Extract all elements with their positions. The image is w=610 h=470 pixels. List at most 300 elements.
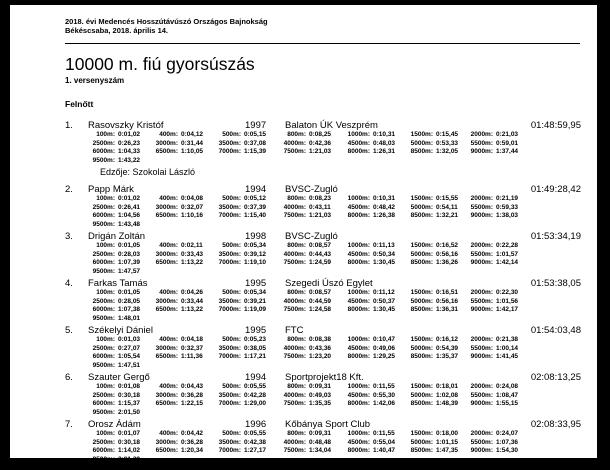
final-time: 01:54:03,48: [530, 325, 581, 336]
split-time-value: 1:21,03: [309, 212, 332, 219]
result-entry: [65, 419, 581, 464]
split-cell: [281, 251, 345, 260]
split-distance-label: 800m:: [287, 131, 306, 138]
split-cell: [468, 195, 530, 204]
split-cell: [216, 439, 281, 448]
split-distance-label: 400m:: [159, 195, 178, 202]
split-distance-label: 3000m:: [155, 391, 178, 399]
split-time-value: 1:11,36: [181, 353, 203, 360]
split-time-value: 1:47,51: [118, 361, 141, 369]
split-distance-label: 7000m:: [218, 212, 241, 219]
split-cell: [153, 392, 216, 401]
split-cell: [408, 242, 468, 251]
split-distance-label: 8500m:: [410, 259, 433, 266]
split-time-value: 1:19,10: [244, 259, 267, 266]
split-cell: [90, 242, 153, 251]
split-distance-label: 6000m:: [92, 259, 115, 266]
split-cell: [153, 204, 216, 213]
split-cell: [468, 259, 530, 268]
split-time-value: 0:48,48: [309, 438, 332, 446]
split-time-value: 1:47,35: [436, 447, 459, 454]
split-distance-label: 6000m:: [92, 212, 115, 219]
final-time: 02:08:13,25: [530, 372, 581, 383]
split-time-value: 1:07,39: [118, 259, 141, 266]
split-time-value: 0:02,11: [181, 242, 203, 249]
split-distance-label: 1000m:: [347, 195, 370, 202]
split-time-value: 0:44,43: [309, 250, 332, 258]
split-cell: [153, 336, 216, 345]
split-distance-label: 800m:: [287, 383, 306, 390]
split-distance-label: 800m:: [287, 242, 306, 249]
split-cell: [408, 306, 468, 315]
split-time-value: 1:48,01: [118, 314, 141, 322]
split-distance-label: 9500m:: [92, 220, 115, 228]
split-distance-label: 1500m:: [410, 336, 433, 343]
split-time-value: 1:13,22: [181, 306, 204, 313]
split-cell: [281, 383, 345, 392]
split-distance-label: 9000m:: [470, 447, 493, 454]
split-time-value: 0:28,03: [118, 250, 141, 258]
split-cell: [216, 306, 281, 315]
split-cell: [408, 195, 468, 204]
split-time-value: 0:21,19: [496, 195, 519, 202]
split-distance-label: 9000m:: [470, 400, 493, 407]
split-time-value: 1:27,17: [244, 447, 267, 454]
result-main-row: [65, 278, 581, 289]
split-time-value: 1:41,45: [496, 353, 519, 360]
header-separator-line: [65, 43, 580, 44]
split-distance-label: 7000m:: [218, 353, 241, 360]
split-cell: [468, 336, 530, 345]
split-cell: [90, 383, 153, 392]
rank: 7.: [65, 419, 73, 430]
split-cell: [90, 345, 153, 354]
split-distance-label: 3000m:: [155, 139, 178, 147]
split-distance-label: 8500m:: [410, 447, 433, 454]
split-cell: [90, 456, 153, 465]
split-time-value: 0:04,18: [181, 336, 204, 343]
split-distance-label: 6000m:: [92, 148, 115, 155]
split-time-value: 1:21,03: [309, 148, 332, 155]
split-distance-label: 3000m:: [155, 297, 178, 305]
split-distance-label: 3500m:: [218, 391, 241, 399]
split-distance-label: 2000m:: [470, 430, 493, 437]
split-time-value: 0:54,39: [436, 344, 459, 352]
split-time-value: 0:28,05: [118, 297, 141, 305]
rank: 6.: [65, 372, 73, 383]
birth-year: 1995: [245, 325, 267, 336]
final-time: 02:08:33,95: [530, 419, 581, 430]
split-time-value: 1:29,25: [373, 353, 396, 360]
club-name: Sportprojekt18 Kft.: [285, 372, 364, 383]
split-cell: [216, 336, 281, 345]
split-distance-label: 7500m:: [283, 400, 306, 407]
club-name: BVSC-Zugló: [285, 184, 338, 195]
split-time-value: 0:54,11: [436, 203, 458, 211]
split-distance-label: 3500m:: [218, 438, 241, 446]
split-cell: [216, 353, 281, 362]
split-distance-label: 100m:: [96, 242, 115, 249]
split-time-value: 0:15,45: [436, 131, 459, 138]
split-cell: [408, 400, 468, 409]
split-cell: [216, 345, 281, 354]
result-main-row: [65, 184, 581, 195]
split-cell: [216, 392, 281, 401]
split-time-value: 0:39,21: [244, 297, 267, 305]
split-distance-label: 2000m:: [470, 195, 493, 202]
split-distance-label: 3500m:: [218, 344, 241, 352]
split-cell: [281, 345, 345, 354]
result-main-row: [65, 372, 581, 383]
split-cell: [216, 447, 281, 456]
split-time-value: 0:05,23: [244, 336, 267, 343]
split-time-value: 0:10,31: [373, 195, 396, 202]
split-distance-label: 4000m:: [283, 344, 306, 352]
split-distance-label: 400m:: [159, 289, 178, 296]
split-cell: [216, 400, 281, 409]
split-cell: [468, 392, 530, 401]
split-time-value: 1:15,40: [244, 212, 267, 219]
split-time-value: 0:36,28: [181, 391, 204, 399]
split-distance-label: 5000m:: [410, 391, 433, 399]
split-time-value: 0:21,03: [496, 131, 519, 138]
split-distance-label: 6500m:: [155, 148, 178, 155]
split-time-value: 0:16,12: [436, 336, 459, 343]
split-cell: [408, 251, 468, 260]
split-time-value: 0:09,31: [309, 383, 332, 390]
final-time: 01:48:59,95: [530, 120, 581, 131]
split-cell: [281, 306, 345, 315]
club-name: Balaton ÚK Veszprém: [285, 120, 378, 131]
split-distance-label: 2000m:: [470, 289, 493, 296]
rank: 2.: [65, 184, 73, 195]
split-distance-label: 9500m:: [92, 156, 115, 164]
split-cell: [216, 204, 281, 213]
split-time-value: 0:18,00: [436, 430, 459, 437]
split-cell: [153, 400, 216, 409]
split-time-value: 0:11,55: [373, 430, 395, 437]
split-time-value: 1:30,45: [373, 306, 396, 313]
split-distance-label: 6500m:: [155, 212, 178, 219]
final-time: 01:53:34,19: [530, 231, 581, 242]
split-time-value: 0:01,05: [118, 242, 141, 249]
split-time-value: 1:15,39: [244, 148, 267, 155]
split-cell: [408, 140, 468, 149]
split-time-value: 0:27,07: [118, 344, 141, 352]
split-distance-label: 500m:: [222, 383, 241, 390]
split-distance-label: 3000m:: [155, 344, 178, 352]
split-distance-label: 5000m:: [410, 297, 433, 305]
split-time-value: 0:43,11: [309, 203, 331, 211]
split-time-value: 0:32,37: [181, 344, 204, 352]
split-distance-label: 6500m:: [155, 259, 178, 266]
rank: 3.: [65, 231, 73, 242]
split-time-value: 1:48,39: [436, 400, 459, 407]
split-cell: [408, 392, 468, 401]
split-cell: [408, 353, 468, 362]
split-time-value: 0:01,05: [118, 289, 141, 296]
split-time-value: 0:04,08: [181, 195, 204, 202]
splits-grid: [90, 131, 581, 165]
split-cell: [216, 212, 281, 221]
split-time-value: 0:08,23: [309, 195, 332, 202]
split-cell: [90, 212, 153, 221]
split-time-value: 0:04,42: [181, 430, 204, 437]
split-time-value: 1:08,47: [496, 391, 519, 399]
split-cell: [345, 439, 408, 448]
split-distance-label: 8000m:: [347, 306, 370, 313]
split-cell: [90, 315, 153, 324]
split-time-value: 1:02,08: [436, 391, 459, 399]
split-distance-label: 5500m:: [470, 391, 493, 399]
split-cell: [153, 383, 216, 392]
split-cell: [90, 268, 153, 277]
split-distance-label: 3000m:: [155, 438, 178, 446]
page-title: 10000 m. fiú gyorsúszás: [65, 54, 255, 74]
split-distance-label: 8500m:: [410, 353, 433, 360]
split-distance-label: 100m:: [96, 430, 115, 437]
split-time-value: 0:42,36: [309, 139, 332, 147]
split-cell: [281, 447, 345, 456]
split-distance-label: 2500m:: [92, 344, 115, 352]
split-distance-label: 400m:: [159, 336, 178, 343]
split-time-value: 1:20,34: [181, 447, 204, 454]
split-cell: [345, 345, 408, 354]
split-cell: [408, 148, 468, 157]
split-distance-label: 2000m:: [470, 131, 493, 138]
split-distance-label: 3500m:: [218, 250, 241, 258]
split-distance-label: 500m:: [222, 131, 241, 138]
split-cell: [468, 400, 530, 409]
split-time-value: 0:16,51: [436, 289, 459, 296]
split-time-value: 0:08,57: [309, 289, 332, 296]
split-distance-label: 8000m:: [347, 259, 370, 266]
split-distance-label: 500m:: [222, 289, 241, 296]
split-time-value: 1:15,37: [118, 400, 141, 407]
split-time-value: 0:04,43: [181, 383, 204, 390]
result-main-row: [65, 419, 581, 430]
split-distance-label: 5500m:: [470, 297, 493, 305]
split-distance-label: 5500m:: [470, 438, 493, 446]
split-time-value: 0:30,18: [118, 391, 141, 399]
split-cell: [90, 439, 153, 448]
split-distance-label: 6500m:: [155, 400, 178, 407]
club-name: FTC: [285, 325, 304, 336]
split-distance-label: 9000m:: [470, 148, 493, 155]
split-distance-label: 3500m:: [218, 139, 241, 147]
split-time-value: 0:30,18: [118, 438, 141, 446]
split-cell: [468, 306, 530, 315]
split-cell: [216, 430, 281, 439]
split-time-value: 1:30,45: [373, 259, 396, 266]
split-cell: [468, 251, 530, 260]
split-cell: [90, 259, 153, 268]
split-cell: [281, 298, 345, 307]
split-time-value: 0:39,12: [244, 250, 267, 258]
split-distance-label: 4500m:: [347, 391, 370, 399]
split-cell: [408, 383, 468, 392]
split-time-value: 0:22,28: [496, 242, 519, 249]
split-time-value: 0:01,02: [118, 195, 141, 202]
split-cell: [281, 392, 345, 401]
split-time-value: 0:05,34: [244, 289, 267, 296]
swimmer-name: Székelyi Dániel: [88, 325, 153, 336]
split-distance-label: 4500m:: [347, 344, 370, 352]
split-distance-label: 800m:: [287, 289, 306, 296]
split-distance-label: 6000m:: [92, 447, 115, 454]
split-distance-label: 8500m:: [410, 306, 433, 313]
final-time: 01:53:38,05: [530, 278, 581, 289]
split-cell: [345, 212, 408, 221]
split-time-value: 1:24,59: [309, 259, 332, 266]
split-cell: [468, 298, 530, 307]
document-header: [65, 17, 581, 35]
split-distance-label: 4000m:: [283, 139, 306, 147]
split-cell: [468, 430, 530, 439]
split-distance-label: 5000m:: [410, 344, 433, 352]
split-distance-label: 6500m:: [155, 306, 178, 313]
split-cell: [216, 131, 281, 140]
split-time-value: 1:01,15: [436, 438, 459, 446]
split-time-value: 2:01,29: [118, 455, 141, 463]
split-time-value: 0:42,28: [244, 391, 267, 399]
split-time-value: 0:26,23: [118, 139, 141, 147]
split-time-value: 1:07,36: [496, 438, 519, 446]
split-cell: [408, 259, 468, 268]
split-distance-label: 6000m:: [92, 400, 115, 407]
split-time-value: 1:04,33: [118, 148, 141, 155]
split-cell: [281, 195, 345, 204]
split-cell: [153, 353, 216, 362]
split-time-value: 1:23,20: [309, 353, 332, 360]
split-time-value: 1:26,31: [373, 148, 396, 155]
split-time-value: 1:35,35: [309, 400, 332, 407]
split-distance-label: 6000m:: [92, 353, 115, 360]
split-distance-label: 9500m:: [92, 314, 115, 322]
split-time-value: 1:01,57: [496, 250, 519, 258]
split-distance-label: 800m:: [287, 336, 306, 343]
split-time-value: 0:42,38: [244, 438, 267, 446]
rank: 5.: [65, 325, 73, 336]
split-distance-label: 4000m:: [283, 297, 306, 305]
split-distance-label: 100m:: [96, 195, 115, 202]
split-distance-label: 1500m:: [410, 289, 433, 296]
split-cell: [153, 251, 216, 260]
split-cell: [153, 289, 216, 298]
split-cell: [281, 336, 345, 345]
split-time-value: 1:54,30: [496, 447, 519, 454]
split-time-value: 0:01,02: [118, 131, 141, 138]
split-distance-label: 100m:: [96, 131, 115, 138]
split-cell: [408, 447, 468, 456]
split-time-value: 0:50,37: [373, 297, 396, 305]
split-cell: [281, 131, 345, 140]
split-cell: [281, 212, 345, 221]
birth-year: 1995: [245, 278, 267, 289]
split-cell: [281, 439, 345, 448]
split-cell: [408, 289, 468, 298]
split-time-value: 1:04,56: [118, 212, 141, 219]
split-distance-label: 100m:: [96, 383, 115, 390]
split-distance-label: 7500m:: [283, 447, 306, 454]
split-cell: [281, 140, 345, 149]
split-cell: [90, 392, 153, 401]
split-cell: [281, 430, 345, 439]
split-cell: [90, 430, 153, 439]
split-distance-label: 5000m:: [410, 438, 433, 446]
split-time-value: 0:15,55: [436, 195, 459, 202]
split-distance-label: 9500m:: [92, 267, 115, 275]
split-time-value: 1:01,56: [496, 297, 519, 305]
split-cell: [90, 353, 153, 362]
split-time-value: 0:59,33: [496, 203, 519, 211]
split-distance-label: 3500m:: [218, 203, 241, 211]
split-distance-label: 400m:: [159, 242, 178, 249]
result-main-row: [65, 231, 581, 242]
club-name: Szegedi Úszó Egylet: [285, 278, 373, 289]
split-distance-label: 2500m:: [92, 250, 115, 258]
split-distance-label: 5000m:: [410, 203, 433, 211]
split-cell: [281, 289, 345, 298]
rank: 1.: [65, 120, 73, 131]
split-time-value: 1:17,21: [244, 353, 267, 360]
split-distance-label: 2000m:: [470, 336, 493, 343]
split-distance-label: 4000m:: [283, 391, 306, 399]
split-distance-label: 8000m:: [347, 212, 370, 219]
split-time-value: 0:24,08: [496, 383, 519, 390]
split-cell: [468, 439, 530, 448]
split-distance-label: 7500m:: [283, 148, 306, 155]
split-distance-label: 4500m:: [347, 297, 370, 305]
split-distance-label: 8500m:: [410, 212, 433, 219]
split-cell: [90, 409, 153, 418]
split-distance-label: 7000m:: [218, 259, 241, 266]
page-content: [10, 5, 597, 464]
result-entry: [65, 231, 581, 276]
split-cell: [468, 131, 530, 140]
split-time-value: 1:10,16: [181, 212, 204, 219]
result-main-row: [65, 325, 581, 336]
results-page: [10, 5, 597, 463]
split-time-value: 1:19,09: [244, 306, 267, 313]
split-time-value: 1:38,03: [496, 212, 519, 219]
split-time-value: 0:10,47: [373, 336, 396, 343]
split-time-value: 0:11,55: [373, 383, 395, 390]
split-cell: [345, 400, 408, 409]
split-time-value: 0:49,06: [373, 344, 396, 352]
split-distance-label: 100m:: [96, 289, 115, 296]
split-cell: [468, 383, 530, 392]
split-distance-label: 5000m:: [410, 250, 433, 258]
split-distance-label: 1000m:: [347, 430, 370, 437]
split-distance-label: 1000m:: [347, 131, 370, 138]
split-cell: [153, 259, 216, 268]
split-cell: [281, 353, 345, 362]
swimmer-name: Farkas Tamás: [88, 278, 148, 289]
split-distance-label: 9000m:: [470, 353, 493, 360]
split-distance-label: 7000m:: [218, 306, 241, 313]
split-time-value: 0:37,08: [244, 139, 267, 147]
split-cell: [153, 439, 216, 448]
split-distance-label: 5000m:: [410, 139, 433, 147]
split-time-value: 1:14,02: [118, 447, 141, 454]
split-time-value: 0:01,08: [118, 383, 141, 390]
split-cell: [90, 289, 153, 298]
split-time-value: 0:05,34: [244, 242, 267, 249]
split-distance-label: 8000m:: [347, 400, 370, 407]
result-entry: [65, 120, 581, 177]
split-distance-label: 5500m:: [470, 344, 493, 352]
